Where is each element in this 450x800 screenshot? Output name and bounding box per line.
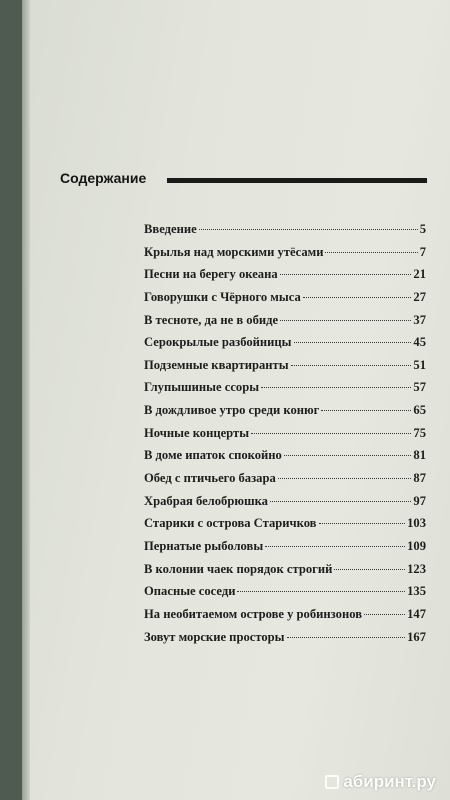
labirint-logo-icon	[325, 775, 339, 789]
toc-leader	[237, 590, 405, 592]
toc-entry-page: 87	[413, 471, 426, 486]
toc-entry-title: Опасные соседи	[144, 584, 236, 599]
toc-entry-page: 135	[407, 584, 426, 599]
toc-entry	[144, 448, 426, 471]
toc-entry	[144, 471, 426, 494]
toc-entry	[144, 267, 426, 290]
toc-entry-page: 65	[413, 403, 426, 418]
toc-entry-title: Подземные квартиранты	[144, 357, 289, 372]
toc-entry	[144, 426, 426, 449]
toc-entry-page: 109	[407, 538, 426, 553]
toc-entry-title: В колонии чаек порядок строгий	[144, 561, 333, 576]
toc-entry-title: Старики с острова Старичков	[144, 516, 317, 531]
toc-entry	[144, 539, 426, 562]
page-title: Содержание	[60, 170, 147, 186]
toc-entry-title: Введение	[144, 222, 197, 236]
toc-entry-title: Пернатые рыболовы	[144, 538, 264, 553]
toc-leader	[321, 409, 411, 411]
toc-entry-title: Говорушки с Чёрного мыса	[144, 289, 301, 304]
toc-leader	[278, 477, 412, 479]
toc-leader	[284, 454, 412, 456]
toc-entry-page: 45	[413, 335, 426, 350]
toc-entry	[144, 222, 426, 245]
contents-header	[60, 168, 427, 190]
toc-entry	[144, 403, 426, 426]
toc-entry-page: 21	[413, 267, 426, 282]
toc-leader	[287, 636, 406, 638]
toc-entry-title: В тесноте, да не в обиде	[144, 312, 279, 327]
toc-entry-page: 97	[413, 493, 426, 508]
toc-entry	[144, 290, 426, 313]
toc-leader	[319, 522, 406, 524]
toc-entry	[144, 516, 426, 539]
toc-entry-page: 37	[413, 312, 426, 327]
toc-entry-title: Крылья над морскими утёсами	[144, 244, 324, 259]
toc-leader	[334, 568, 405, 570]
watermark-text: абиринт.ру	[343, 772, 436, 791]
toc-entry	[144, 630, 426, 653]
toc-entry-page: 75	[413, 425, 426, 440]
toc-entry	[144, 313, 426, 336]
toc-entry	[144, 494, 426, 517]
toc-leader	[303, 296, 412, 298]
toc-leader	[294, 341, 412, 343]
toc-entry-page: 81	[413, 448, 426, 463]
toc-entry	[144, 245, 426, 268]
toc-entry-title: В доме ипаток спокойно	[144, 448, 282, 463]
toc-leader	[280, 273, 412, 275]
toc-entry-title: Серокрылые разбойницы	[144, 335, 292, 350]
toc-entry-page: 57	[413, 380, 426, 395]
toc-leader	[291, 364, 412, 366]
toc-entry-page: 123	[407, 561, 426, 576]
watermark	[325, 772, 436, 792]
toc-entry-page: 27	[413, 289, 426, 304]
toc-entry-page: 7	[419, 244, 426, 259]
toc-entry-page: 167	[407, 629, 426, 644]
toc-entry	[144, 584, 426, 607]
toc-entry-page: 5	[419, 222, 426, 236]
toc-entry	[144, 335, 426, 358]
toc-leader	[261, 386, 411, 388]
book-page	[22, 0, 450, 800]
toc-entry-title: Ночные концерты	[144, 425, 250, 440]
toc-leader	[325, 251, 417, 253]
toc-leader	[270, 500, 411, 502]
toc-entry-title: Храбрая белобрюшка	[144, 493, 268, 508]
heading-rule	[167, 178, 427, 183]
toc-entry-page: 51	[413, 357, 426, 372]
toc-leader	[280, 319, 411, 321]
toc-entry-title: На необитаемом острове у робинзонов	[144, 606, 362, 621]
toc-entry	[144, 358, 426, 381]
toc-leader	[199, 228, 418, 230]
toc-leader	[265, 545, 405, 547]
toc-entry-title: В дождливое утро среди конюг	[144, 403, 320, 418]
toc-entry-title: Глупышиные ссоры	[144, 380, 260, 395]
toc-entry	[144, 380, 426, 403]
toc-entry-page: 103	[407, 516, 426, 531]
toc-entry-title: Песни на берегу океана	[144, 267, 278, 282]
toc-entry-page: 147	[407, 606, 426, 621]
table-of-contents	[144, 222, 426, 652]
toc-leader	[251, 432, 411, 434]
page-edge	[22, 0, 30, 800]
toc-leader	[364, 613, 405, 615]
toc-entry	[144, 562, 426, 585]
toc-entry	[144, 607, 426, 630]
toc-entry-title: Обед с птичьего базара	[144, 471, 276, 486]
toc-entry-title: Зовут морские просторы	[144, 629, 285, 644]
